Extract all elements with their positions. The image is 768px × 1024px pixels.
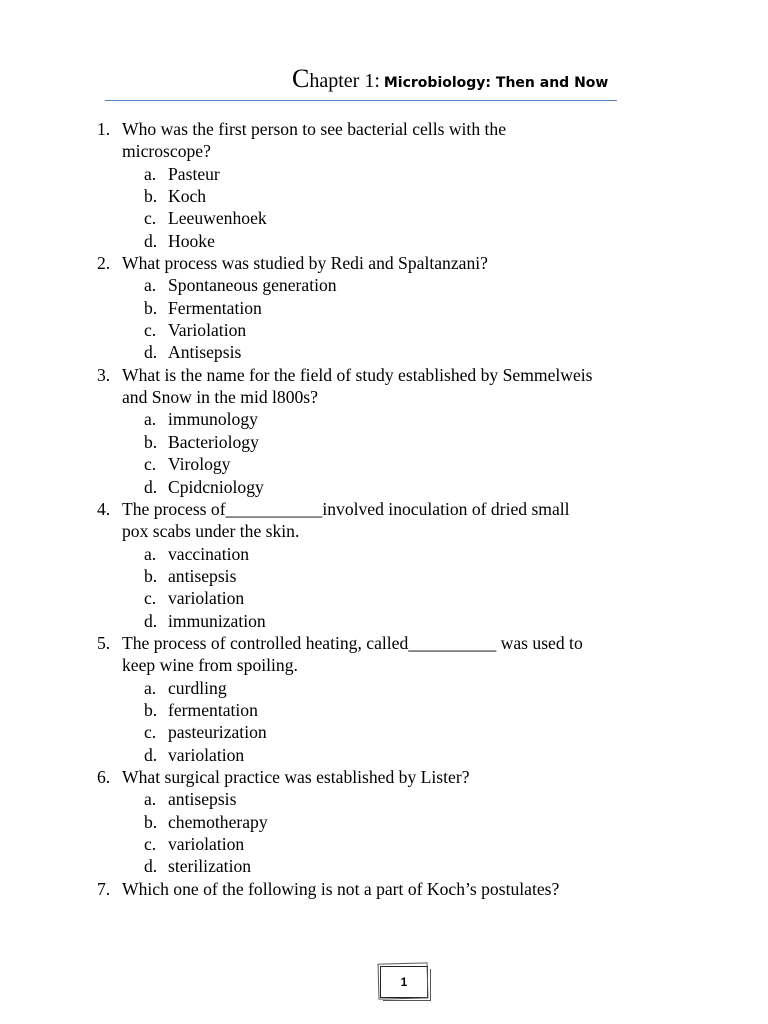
answer-option-text: variolation	[168, 834, 245, 854]
answer-option-text: variolation	[168, 588, 245, 609]
question-number: 1.	[97, 119, 111, 139]
answer-option-letter: c.	[144, 320, 157, 341]
answer-option-letter: d.	[144, 856, 158, 877]
answer-option-letter: b.	[144, 431, 158, 452]
question-number: 6.	[97, 766, 111, 787]
answer-option-text: immunology	[168, 409, 258, 430]
answer-option	[0, 721, 768, 743]
answer-option	[0, 274, 768, 296]
answer-option-letter: a.	[144, 789, 157, 810]
answer-option-letter: b.	[144, 699, 158, 720]
answer-option-letter: a.	[144, 677, 157, 698]
answer-option-text: chemotherapy	[168, 811, 268, 832]
question-line	[0, 766, 768, 788]
answer-option-text: Cpidcniology	[168, 476, 264, 497]
question-item	[0, 252, 768, 364]
answer-option	[0, 811, 768, 833]
answer-option	[0, 699, 768, 721]
question-text: keep wine from spoiling.	[122, 655, 298, 676]
question-text: pox scabs under the skin.	[122, 521, 300, 542]
answer-option	[0, 230, 768, 252]
question-text: What is the name for the field of study established by Semmelweis	[122, 364, 593, 385]
answer-option-text: Spontaneous generation	[168, 275, 337, 296]
question-line	[0, 520, 768, 542]
answer-option-letter: a.	[144, 543, 157, 564]
answer-option-text: Antisepsis	[168, 342, 242, 363]
question-number: 2.	[97, 253, 111, 274]
answer-option-text: fermentation	[168, 699, 258, 720]
answer-option-text: Koch	[168, 186, 207, 207]
answer-option	[0, 855, 768, 877]
answer-option-text: Fermentation	[168, 297, 262, 318]
answer-option-letter: c.	[144, 834, 157, 854]
answer-option	[0, 833, 768, 855]
answer-option-letter: c.	[144, 722, 157, 743]
answer-option-letter: c.	[144, 208, 157, 229]
question-text: What process was studied by Redi and Spaltanzani?	[122, 253, 488, 274]
answer-option-letter: a.	[144, 275, 157, 296]
question-text: Who was the first person to see bacterial cells with the	[122, 119, 507, 139]
question-item	[0, 498, 768, 632]
answer-option-letter: c.	[144, 588, 157, 609]
chapter-title: hapter 1:	[309, 70, 380, 92]
answer-option	[0, 163, 768, 185]
chapter-title-initial: C	[292, 64, 310, 93]
answer-option	[0, 788, 768, 810]
answer-option-letter: a.	[144, 409, 157, 430]
answer-option	[0, 476, 768, 498]
answer-option-text: Variolation	[168, 320, 247, 341]
answer-option-text: antisepsis	[168, 789, 237, 810]
question-number: 3.	[97, 364, 111, 385]
question-text: The process of___________involved inoculation of dried small	[122, 498, 570, 519]
answer-option-letter: c.	[144, 454, 157, 475]
answer-option-letter: d.	[144, 476, 158, 497]
question-item	[0, 632, 768, 766]
answer-option	[0, 565, 768, 587]
question-line	[0, 364, 768, 386]
answer-option-text: Bacteriology	[168, 431, 259, 452]
question-number: 5.	[97, 632, 111, 653]
question-text: Which one of the following is not a part of Koch’s postulates?	[122, 878, 560, 899]
answer-option-letter: d.	[144, 342, 158, 363]
answer-option-letter: b.	[144, 186, 158, 207]
question-line	[0, 878, 768, 900]
answer-option	[0, 610, 768, 632]
question-item	[0, 118, 768, 252]
answer-option	[0, 587, 768, 609]
question-number: 4.	[97, 498, 111, 519]
question-line	[0, 498, 768, 520]
answer-option	[0, 185, 768, 207]
question-line	[0, 252, 768, 274]
answer-option-letter: b.	[144, 565, 158, 586]
answer-option	[0, 341, 768, 363]
answer-option	[0, 677, 768, 699]
answer-option	[0, 297, 768, 319]
answer-option	[0, 453, 768, 475]
page-number: 1	[400, 975, 408, 989]
question-item	[0, 364, 768, 498]
question-text: The process of controlled heating, called__________ was used to	[122, 632, 583, 653]
answer-option-text: antisepsis	[168, 565, 237, 586]
answer-option	[0, 408, 768, 430]
question-line	[0, 386, 768, 408]
answer-option-text: Pasteur	[168, 163, 220, 184]
answer-option-text: Leeuwenhoek	[168, 208, 267, 229]
answer-option-text: Virology	[168, 454, 231, 475]
answer-option	[0, 431, 768, 453]
answer-option	[0, 207, 768, 229]
page-number-box	[380, 966, 428, 998]
answer-option	[0, 543, 768, 565]
question-text: and Snow in the mid l800s?	[122, 387, 318, 408]
question-text: What surgical practice was established by Lister?	[122, 766, 470, 787]
question-line	[0, 140, 768, 162]
question-text: microscope?	[122, 141, 211, 162]
chapter-header	[292, 64, 608, 94]
chapter-subtitle: Microbiology: Then and Now	[383, 75, 609, 91]
answer-option-letter: d.	[144, 230, 158, 251]
question-line	[0, 118, 768, 140]
answer-option-letter: d.	[144, 744, 158, 765]
question-line	[0, 654, 768, 676]
question-line	[0, 632, 768, 654]
answer-option-text: immunization	[168, 610, 266, 631]
answer-option-text: variolation	[168, 744, 245, 765]
answer-option-text: pasteurization	[168, 722, 267, 743]
answer-option	[0, 319, 768, 341]
answer-option-letter: d.	[144, 610, 158, 631]
question-list	[0, 118, 768, 900]
answer-option-letter: b.	[144, 811, 158, 832]
answer-option-letter: b.	[144, 297, 158, 318]
answer-option-text: vaccination	[168, 543, 250, 564]
header-divider	[105, 100, 617, 101]
answer-option-text: curdling	[168, 677, 227, 698]
question-number: 7.	[97, 878, 111, 899]
question-item	[0, 766, 768, 878]
answer-option-text: sterilization	[168, 856, 252, 877]
answer-option	[0, 744, 768, 766]
answer-option-text: Hooke	[168, 230, 215, 251]
answer-option-letter: a.	[144, 163, 157, 184]
question-item	[0, 878, 768, 900]
